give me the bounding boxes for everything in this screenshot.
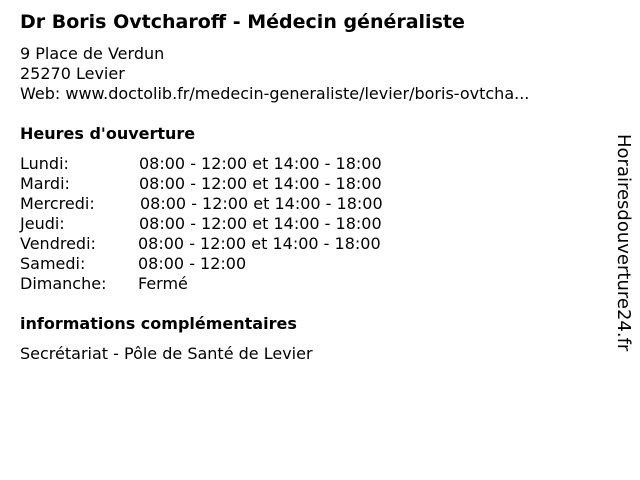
address-city: 25270 Levier <box>20 64 125 83</box>
day-label: Vendredi: <box>20 234 96 253</box>
website-link[interactable]: Web: www.doctolib.fr/medecin-generaliste/levier/boris-ovtcha... <box>20 84 530 103</box>
address-block <box>20 44 529 104</box>
hours-value: Fermé <box>138 274 188 293</box>
day-label: Dimanche: <box>20 274 107 293</box>
day-label: Mardi: <box>20 174 70 193</box>
day-label: Mercredi: <box>20 194 95 213</box>
hours-value: 08:00 - 12:00 et 14:00 - 18:00 <box>140 194 383 213</box>
day-label: Samedi: <box>20 254 86 273</box>
day-label: Jeudi: <box>20 214 65 233</box>
site-watermark: Horairesdouverture24.fr <box>613 134 634 352</box>
additional-info-heading: informations complémentaires <box>20 314 297 333</box>
day-label: Lundi: <box>20 154 69 173</box>
hours-value: 08:00 - 12:00 et 14:00 - 18:00 <box>139 214 382 233</box>
hours-value: 08:00 - 12:00 et 14:00 - 18:00 <box>138 234 381 253</box>
hours-value: 08:00 - 12:00 <box>138 254 247 273</box>
hours-value: 08:00 - 12:00 et 14:00 - 18:00 <box>139 154 382 173</box>
address-street: 9 Place de Verdun <box>20 44 165 63</box>
page-title: Dr Boris Ovtcharoff - Médecin généraliste <box>20 11 465 33</box>
additional-info-text: Secrétariat - Pôle de Santé de Levier <box>20 344 313 363</box>
opening-hours-heading: Heures d'ouverture <box>20 124 196 143</box>
hours-value: 08:00 - 12:00 et 14:00 - 18:00 <box>139 174 382 193</box>
